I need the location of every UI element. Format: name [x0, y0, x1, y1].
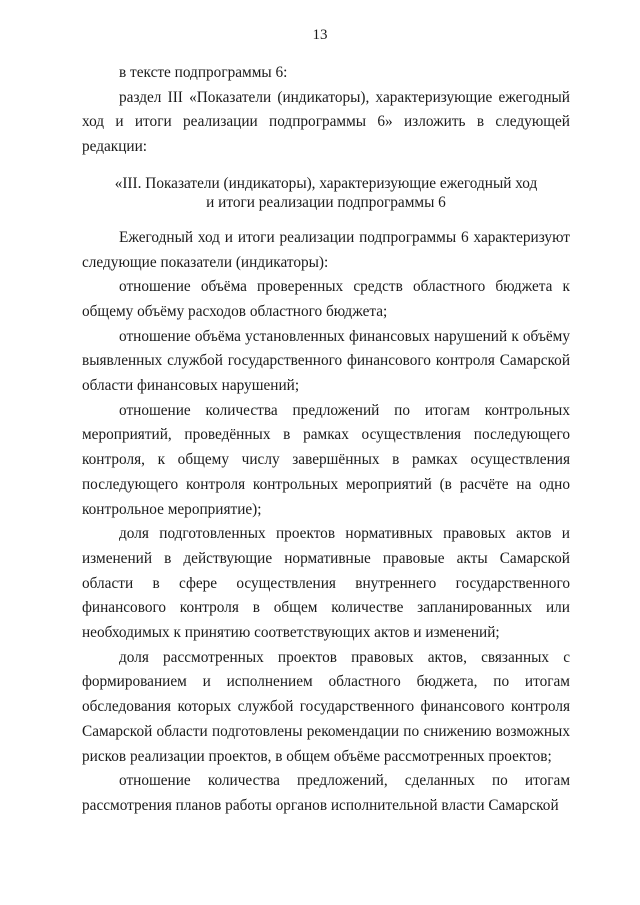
paragraph-intro: в тексте подпрограммы 6:: [119, 64, 288, 81]
paragraph-indicator-5: доля рассмотренных проектов правовых актов, связанных с формированием и исполнением областного бюджета, по итогам обследования которых службой государственного финансового контроля Самарской области подготовлены рекомендации по снижению возможных рисков реализации проектов, в общем объёме рассмотренных проектов;: [82, 648, 570, 765]
section-heading-line-2: и итоги реализации подпрограммы 6: [206, 193, 446, 211]
paragraph-indicator-4: доля подготовленных проектов нормативных правовых актов и изменений в действующие нормативные правовые акты Самарской области в сфере осуществления внутреннего государственного финансового контроля в общем количестве запланированных или необходимых к принятию соответствующих актов и изменений;: [82, 525, 570, 642]
section-heading: [82, 174, 570, 212]
paragraph-section-instruction: раздел III «Показатели (индикаторы), характеризующие ежегодный ход и итоги реализации подпрограммы 6» изложить в следующей редакции:: [82, 88, 570, 156]
page-number: 13: [312, 27, 328, 43]
paragraph-indicators-intro: Ежегодный ход и итоги реализации подпрограммы 6 характеризуют следующие показатели (индикаторы):: [82, 228, 570, 271]
document-body: [82, 61, 570, 819]
paragraph-indicator-6: отношение количества предложений, сделанных по итогам рассмотрения планов работы органов исполнительной власти Самарской: [82, 772, 570, 814]
paragraph-indicator-2: отношение объёма установленных финансовых нарушений к объёму выявленных службой государственного финансового контроля Самарской области финансовых нарушений;: [82, 327, 570, 395]
paragraph-indicator-3: отношение количества предложений по итогам контрольных мероприятий, проведённых в рамках осуществления последующего контроля, к общему числу завершённых в рамках осуществления последующего контроля контрольных мероприятий (в расчёте на одно контрольное мероприятие);: [82, 401, 570, 518]
section-heading-line-1: «III. Показатели (индикаторы), характеризующие ежегодный ход: [114, 174, 538, 192]
paragraph-indicator-1: отношение объёма проверенных средств областного бюджета к общему объёму расходов областного бюджета;: [82, 278, 570, 320]
